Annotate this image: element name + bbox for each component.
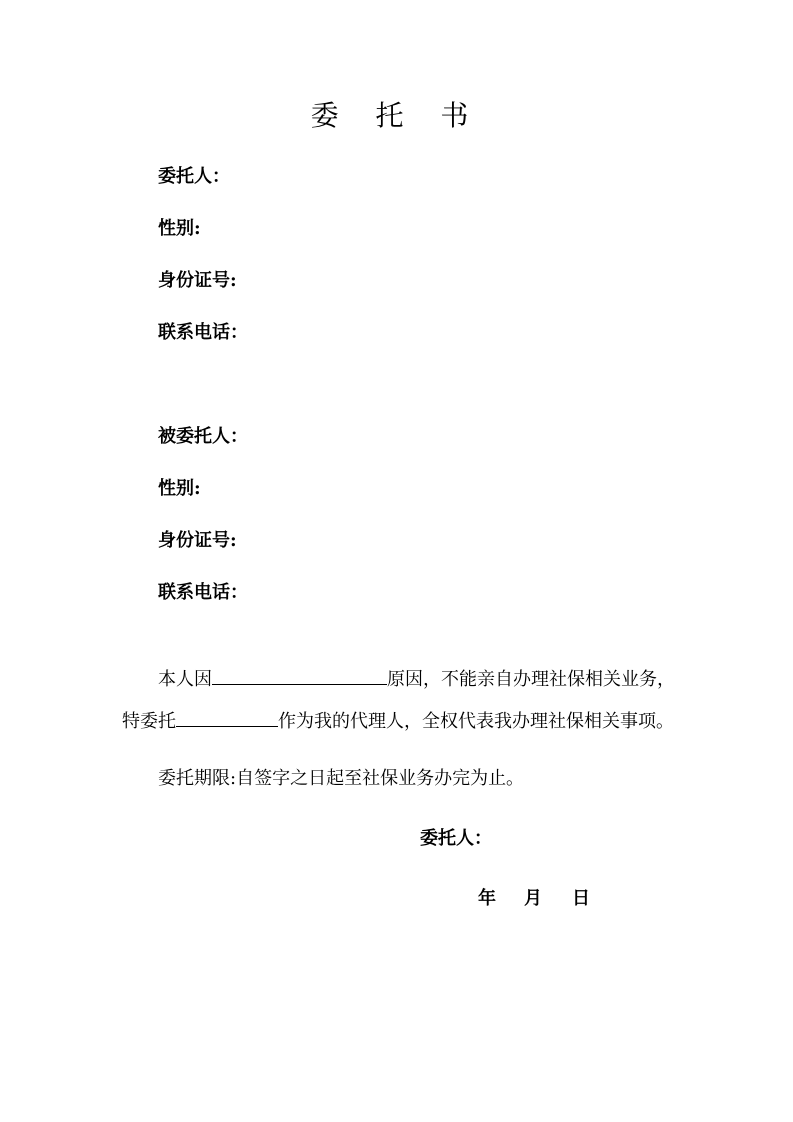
reason-blank <box>212 664 387 685</box>
agent-id-label: 身份证号: <box>158 530 237 551</box>
agent-gender-label: 性别: <box>158 478 201 499</box>
term-line: 委托期限:自签字之日起至社保业务办完为止。 <box>158 768 525 789</box>
principal-name-label: 委托人： <box>158 166 230 187</box>
date-year: 年 <box>478 888 496 909</box>
document-title: 委 托 书 <box>310 99 483 132</box>
agent-name-label: 被委托人： <box>158 426 248 447</box>
entrust-suffix: 作为我的代理人，全权代表我办理社保相关事项。 <box>278 711 674 732</box>
agent-phone-label: 联系电话： <box>158 582 248 603</box>
agent-blank <box>176 706 278 727</box>
body-line-1 <box>158 664 675 693</box>
body-line-2 <box>122 706 674 735</box>
principal-gender-label: 性别: <box>158 218 201 239</box>
reason-prefix: 本人因 <box>158 669 212 690</box>
principal-id-label: 身份证号: <box>158 270 237 291</box>
reason-suffix: 原因，不能亲自办理社保相关业务， <box>387 669 675 690</box>
principal-phone-label: 联系电话： <box>158 322 248 343</box>
date-day: 日 <box>572 888 590 909</box>
date-month: 月 <box>524 888 542 909</box>
signature-label: 委托人： <box>420 828 492 849</box>
entrust-prefix: 特委托 <box>122 711 176 732</box>
